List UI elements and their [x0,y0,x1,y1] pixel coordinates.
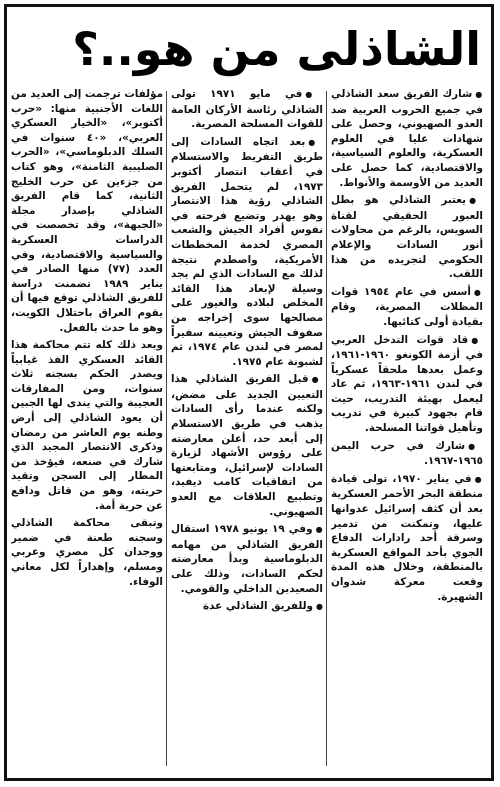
paragraph: ● أسس في عام ١٩٥٤ قوات المظلات المصرية، وقام بقيادة أولى كتائبها. [331,285,483,330]
paragraph: ● شارك الفريق سعد الشاذلي في جميع الحروب العربية ضد العدو الصهيوني، وحصل على شهادات عليا في العلوم العسكرية، والعلوم السياسية، والاقتصادية، كما حصل على العديد من الأوسمة والأنواط. [331,87,483,190]
paragraph: مؤلفات ترجمت إلى العديد من اللغات الأجنبية منها: «حرب أكتوبر»، «الخيار العسكري العربي»، «٤٠ سنوات في السلك الدبلوماسي»، «الحرب الصليبية الثامنة»، وهو كتاب من جزءين عن حرب الخليج الثانية، كما قام الفريق الشاذلي بإصدار مجلة «الجبهة»، وقد تخصصت في الدراسات العسكرية والسياسية والاقتصادية، وفي العدد (٧٧) منها الصادر في يناير ١٩٨٩ تضمنت دراسة للفريق الشاذلي توقع فيها أن يقوم العراق باحتلال الكويت، وهو ما حدث بالفعل. [11,88,163,334]
paragraph: ● يعتبر الشاذلي هو بطل العبور الحقيقي لقناة السويس، بالرغم من محاولات أنور السادات والإعلام الحكومي لتجريده من هذا اللقب. [331,193,483,282]
article-headline: الشاذلى من هو..؟ [72,22,481,76]
article-column-1 [331,87,483,770]
paragraph: ● وللفريق الشاذلي عدة [171,599,323,615]
article-column-2 [171,87,323,770]
paragraph: ● وفي ١٩ يونيو ١٩٧٨ استقال الفريق الشاذلي من مهامه الدبلوماسية وبدأ معارضته لحكم السادات، وذلك على الصعيدين الداخلي والقومي. [171,522,323,596]
paragraph: ● في مايو ١٩٧١ تولى الشاذلي رئاسة الأركان العامة للقوات المسلحة المصرية. [171,87,323,132]
paragraph: وبعد ذلك كله تتم محاكمة هذا القائد العسكري الفذ غيابياً ويصدر الحكم بسجنه ثلاث سنوات، ومن المفارقات العجيبة والتي يندى لها الجبين أن يعود الشاذلي إلى أرض وطنه يوم العاشر من رمضان وذكرى الانتصار المجيد الذي شارك في صنعه، فيؤخذ من المطار إلى السجن وتقيد حريته، وهو من قاتل ودافع عن حرية أمة. [11,339,163,512]
paragraph: ● قبل الفريق الشاذلي هذا التعيين الجديد على مضض، ولكنه عندما رأى السادات يذهب في طريق الاستسلام إلى أبعد حد، أعلن معارضته على رؤوس الأشهاد لزيارة السادات لإسرائيل، ومتابعتها من اتفاقيات كامب ديفيد، وتطبيع العلاقات مع العدو الصهيوني. [171,372,323,519]
article-frame [4,4,494,781]
paragraph: وتبقى محاكمة الشاذلي وسجنه طعنة في ضمير ووجدان كل مصري وعربي ومسلم، وإهداراً لكل معاني الوفاء. [11,517,163,588]
paragraph: ● في يناير ١٩٧٠، تولى قيادة منطقة البحر الأحمر العسكرية بعد أن كثف إسرائيل عدوانها عليها، وتمكنت من تدمير وسرقة أحد رادارات الدفاع الجوي بأحد المواقع العسكرية بالمنطقة، وخلال هذه المدة وقعت معركة شدوان الشهيرة. [331,472,483,604]
paragraph: ● قاد قوات التدخل العربي في أزمة الكونغو ١٩٦٠-١٩٦١، وعمل بعدها ملحقاً عسكرياً في لندن ١٩٦١-١٩٦٣، ثم عاد ليعمل بهيئة التدريب، حيث قام بجهود كبيرة في تدريب وتأهيل قواتنا المسلحة. [331,333,483,436]
column-divider [326,91,327,766]
article-column-3 [11,87,163,770]
paragraph: ● شارك في حرب اليمن ١٩٦٥-١٩٦٧. [331,439,483,469]
column-divider [166,91,167,766]
paragraph: ● بعد اتجاه السادات إلى طريق التفريط والاستسلام في أعقاب انتصار أكتوبر ١٩٧٣، لم يتحمل الفريق الشاذلي رؤية هذا الانتصار وهو يهدر وتضيع فرحته في نفوس أفراد الجيش والشعب المصري لخدمة المخططات الأمريكية، واصطدم نتيجة لذلك مع السادات الذي لم يجد وسيلة لإبعاد هذا القائد المخلص لبلاده والغيور على مصالحها سوى إخراجه من صفوف الجيش وتعيينه سفيراً لمصر في لندن عام ١٩٧٤، ثم لشبونة عام ١٩٧٥. [171,135,323,370]
